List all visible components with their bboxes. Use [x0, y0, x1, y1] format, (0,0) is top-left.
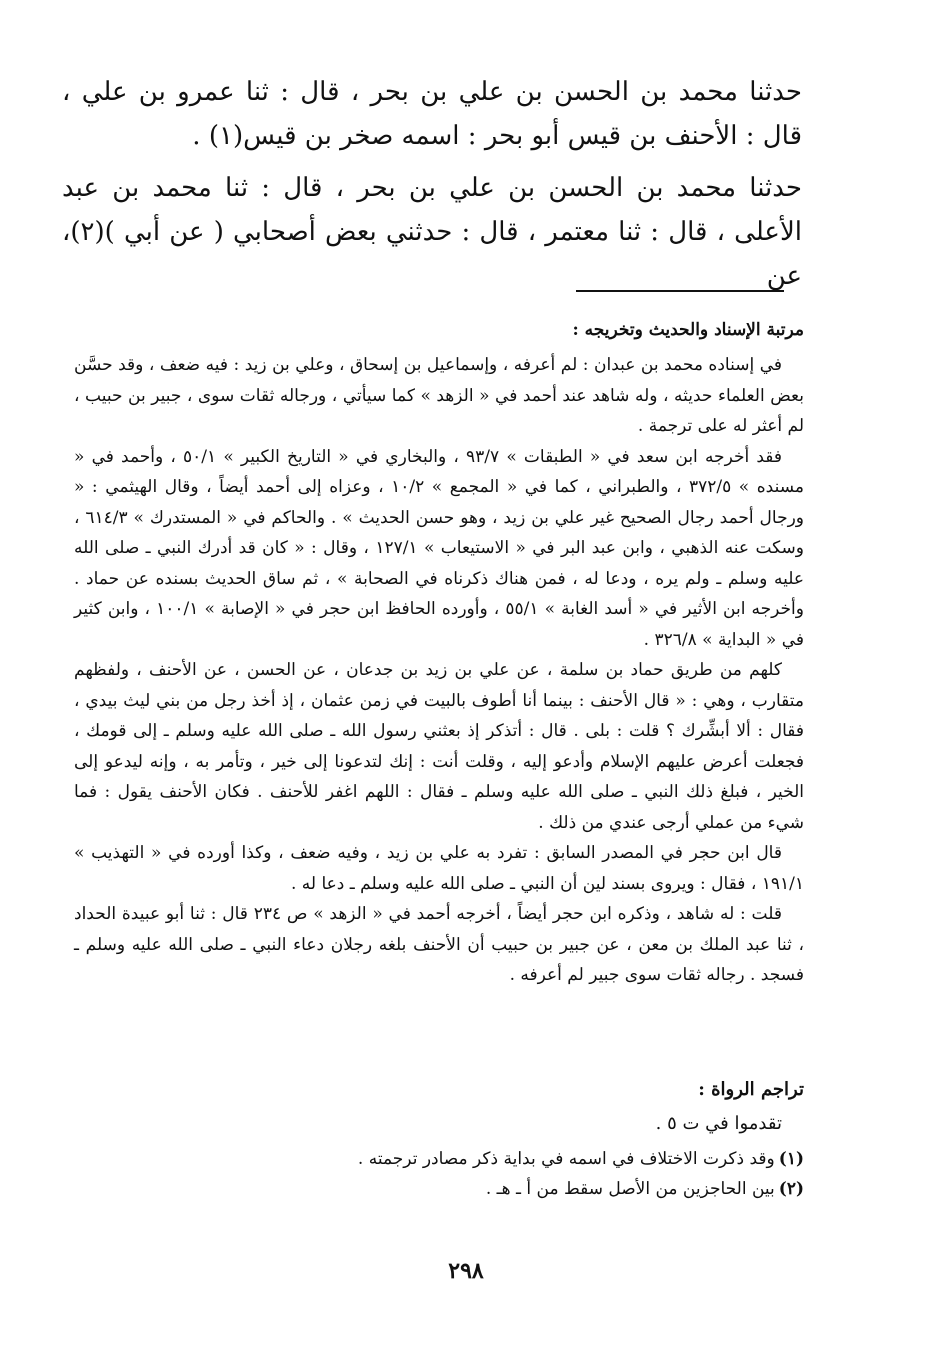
footnote-text: بين الحاجزين من الأصل سقط من أ ـ هـ .: [485, 1179, 775, 1199]
footnotes: [358, 1144, 804, 1204]
notes-title: مرتبة الإسناد والحديث وتخريجه :: [572, 320, 804, 340]
notes-paragraph-5: قلت : له شاهد ، وذكره ابن حجر أيضاً ، أخرجه أحمد في « الزهد » ص ٢٣٤ قال : ثنا أبو عبيدة الحداد ، ثنا عبد الملك بن معن ، عن جبير بن حبيب أن الأحنف بلغه رجلان دعاء النبي ـ صلى الله عليه وسلم ـ فسجد . رجاله ثقات سوى جبير لم أعرفه .: [74, 904, 804, 985]
footnote-separator: [576, 290, 784, 292]
page-number: ٢٩٨: [448, 1258, 484, 1284]
footnote-text: وقد ذكرت الاختلاف في اسمه في بداية ذكر مصادر ترجمته .: [357, 1149, 775, 1169]
main-paragraph-1: حدثنا محمد بن الحسن بن علي بن بحر ، قال : ثنا عمرو بن علي ، قال : الأحنف بن قيس أبو بحر : اسمه صخر بن قيس(١) .: [62, 77, 802, 151]
notes-paragraph-4: قال ابن حجر في المصدر السابق : تفرد به علي بن زيد ، وفيه ضعف ، وكذا أورده في « التهذيب » ١٩١/١ ، فقال : ويروى بسند لين أن النبي ـ صلى الله عليه وسلم ـ دعا له .: [74, 843, 804, 894]
notes-paragraph-3: كلهم من طريق حماد بن سلمة ، عن علي بن زيد بن جدعان ، عن الحسن ، عن الأحنف ، ولفظهم متقارب ، وهي : « قال الأحنف : بينما أنا أطوف بالبيت في زمن عثمان ، إذ أخذ رجل من بني ليث بيدي ، فقال : ألا أبشِّرك ؟ قلت : بلى . قال : أتذكر إذ بعثني رسول الله ـ صلى الله عليه وسلم ـ إلى قومك ، فجعلت أعرض عليهم الإسلام وأدعو إليه ، وقلت أنت : إنك لتدعونا إلى خير ، وتأمر به ، وإنه ليدعو إلى الخير ، فبلغ ذلك النبي ـ صلى الله عليه وسلم ـ فقال : اللهم اغفر للأحنف . فكان الأحنف يقول : فما شيء من عملي أرجى عندي من ذلك .: [74, 660, 804, 833]
narrators-title: تراجم الرواة :: [698, 1079, 804, 1100]
main-text: [62, 70, 802, 298]
notes-body: [74, 350, 804, 991]
footnote-number: (١): [778, 1149, 804, 1169]
footnote-1: [358, 1144, 804, 1174]
main-paragraph-2: حدثنا محمد بن الحسن بن علي بن بحر ، قال : ثنا محمد بن عبد الأعلى ، قال : ثنا معتمر ، قال : حدثني بعض أصحابي ( عن أبي )(٢)، عن: [62, 173, 802, 291]
footnote-2: [358, 1174, 804, 1204]
notes-paragraph-2: فقد أخرجه ابن سعد في « الطبقات » ٩٣/٧ ، والبخاري في « التاريخ الكبير » ٥٠/١ ، وأحمد في « مسنده » ٣٧٢/٥ ، والطبراني ، كما في « المجمع » ١٠/٢ ، وعزاه إلى أحمد أيضاً ، وقال الهيثمي : « ورجال أحمد رجال الصحيح غير علي بن زيد ، وهو حسن الحديث » . والحاكم في « المستدرك » ٦١٤/٣ ، وسكت عنه الذهبي ، وابن عبد البر في « الاستيعاب » ١٢٧/١ ، وقال : « كان قد أدرك النبي ـ صلى الله عليه وسلم ـ ولم يره ، ودعا له ، فمن هناك ذكرناه في الصحابة » ، ثم ساق الحديث بسنده عن حماد . وأخرجه ابن الأثير في « أسد الغابة » ٥٥/١ ، وأورده الحافظ ابن حجر في « الإصابة » ١٠٠/١ ، وابن كثير في « البداية » ٣٢٦/٨ .: [74, 446, 805, 650]
footnote-number: (٢): [778, 1179, 804, 1199]
narrators-text: تقدموا في ت ٥ .: [655, 1113, 782, 1134]
notes-paragraph-1: في إسناده محمد بن عبدان : لم أعرفه ، وإسماعيل بن إسحاق ، وعلي بن زيد : فيه ضعف ، وقد حسَّن بعض العلماء حديثه ، وله شاهد عند أحمد في « الزهد » كما سيأتي ، ورجاله ثقات سوى ، جبير بن حبيب ، لم أعثر له على ترجمة .: [74, 355, 804, 436]
